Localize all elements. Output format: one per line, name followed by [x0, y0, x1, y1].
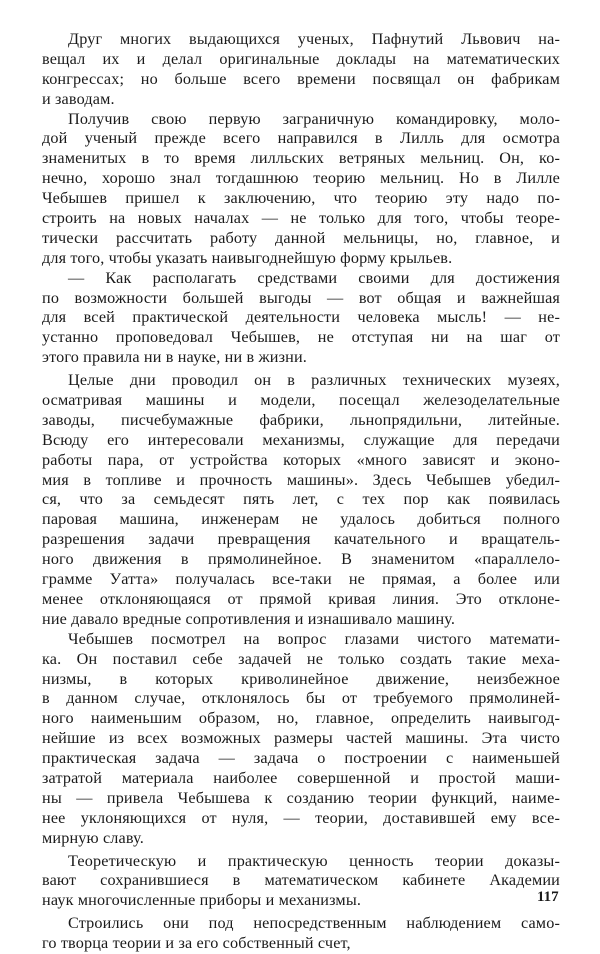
- text-line: Чебышев посмотрел на вопрос глазами чистого математи-: [68, 629, 560, 648]
- text-line: нечно, хорошо знал тогдашнюю теорию мельниц. Но в Лилле: [42, 169, 560, 188]
- text-line: — Как располагать средствами своими для достижения: [68, 268, 560, 287]
- text-line: менее отклоняющаяся от прямой кривая линия. Это отклоне-: [42, 589, 560, 608]
- text-line: мия в топливе и прочность машины». Здесь Чебышев убедил-: [42, 470, 560, 489]
- text-line: практическая задача — задача о построении с наименьшей: [42, 749, 560, 768]
- text-line: работы пара, от устройства которых «много зависят и эконо-: [42, 450, 560, 469]
- text-line: Чебышев пришел к заключению, что теорию эту надо по-: [42, 189, 560, 208]
- text-line: и заводам.: [42, 89, 115, 108]
- text-line: Строились они под непосредственным наблюдением само-: [68, 914, 560, 933]
- text-line: нее уклоняющихся от нуля, — теории, доставившей ему все-: [42, 808, 560, 827]
- text-line: вают сохранившиеся в математическом кабинете Академии: [42, 871, 560, 890]
- text-line: затратой материала наиболее совершенной и простой маши-: [42, 768, 560, 787]
- paragraph: [42, 630, 560, 849]
- text-line: Получив свою первую заграничную командировку, моло-: [68, 109, 560, 128]
- text-line: ние давало вредные сопротивления и изнашивало машину.: [42, 609, 456, 628]
- text-line: нейшие из всех возможных размеры частей машины. Эта чисто: [42, 729, 560, 748]
- text-line: осматривая машины и модели, посещал железоделательные: [42, 391, 560, 410]
- text-line: низмы, в которых криволинейное движение, неизбежное: [42, 669, 560, 688]
- text-line: этого правила ни в науке, ни в жизни.: [42, 348, 307, 367]
- text-line: ны — привела Чебышева к созданию теории функций, наиме-: [42, 788, 560, 807]
- text-line: наук многочисленные приборы и механизмы.: [42, 891, 362, 910]
- text-line: по возможности большей выгоды — вот общая и важнейшая: [42, 288, 560, 307]
- text-line: ного движения в прямолинейное. В знаменитом «параллело-: [42, 550, 560, 569]
- text-line: для того, чтобы указать наивыгоднейшую форму крыльев.: [42, 248, 453, 267]
- paragraph: [42, 110, 560, 269]
- paragraph: [42, 30, 560, 110]
- text-line: устанно проповедовал Чебышев, не отступая ни на шаг от: [42, 328, 560, 347]
- paragraph: [42, 269, 560, 368]
- text-line: разрешения задачи превращения качательного и вращатель-: [42, 530, 560, 549]
- text-line: Теоретическую и практическую ценность теории доказы-: [68, 851, 560, 870]
- text-line: мирную славу.: [42, 828, 144, 847]
- paragraph: [42, 914, 560, 954]
- text-line: Целые дни проводил он в различных технических музеях,: [68, 371, 560, 390]
- text-line: Друг многих выдающихся ученых, Пафнутий Львович на-: [68, 30, 560, 48]
- text-line: Всюду его интересовали механизмы, служащие для передачи: [42, 430, 560, 449]
- text-line: вещал их и делал оригинальные доклады на математических: [42, 49, 560, 68]
- text-line: ного наименьшим образом, но, главное, определить наивыгод-: [42, 709, 560, 728]
- text-line: строить на новых началах — не только для того, чтобы теоре-: [42, 209, 560, 228]
- text-line: тически рассчитать работу данной мельницы, но, главное, и: [42, 228, 560, 247]
- text-line: паровая машина, инженерам не удалось добиться полного: [42, 510, 560, 529]
- text-line: ка. Он поставил себе задачей не только создать такие меха-: [42, 649, 560, 668]
- text-line: ся, что за семьдесят пять лет, с тех пор как появилась: [42, 490, 560, 509]
- paragraph: [42, 852, 560, 912]
- paragraph: [42, 371, 560, 630]
- text-line: в данном случае, отклонялось бы от требуемого прямолиней-: [42, 689, 560, 708]
- text-line: для всей практической деятельности человека мысль! — не-: [42, 308, 560, 327]
- text-line: заводы, писчебумажные фабрики, льнопрядильни, литейные.: [42, 410, 560, 429]
- page-body: [42, 30, 560, 954]
- page-number: 117: [537, 889, 559, 905]
- text-line: знаменитых в то время лилльских ветряных мельниц. Он, ко-: [42, 149, 560, 168]
- text-line: го творца теории и за его собственный счет,: [42, 934, 351, 953]
- text-line: конгрессах; но больше всего времени посвящал он фабрикам: [42, 69, 560, 88]
- text-line: грамме Уатта» получалась все-таки не прямая, а более или: [42, 570, 560, 589]
- text-line: дой ученый прежде всего направился в Лилль для осмотра: [42, 129, 560, 148]
